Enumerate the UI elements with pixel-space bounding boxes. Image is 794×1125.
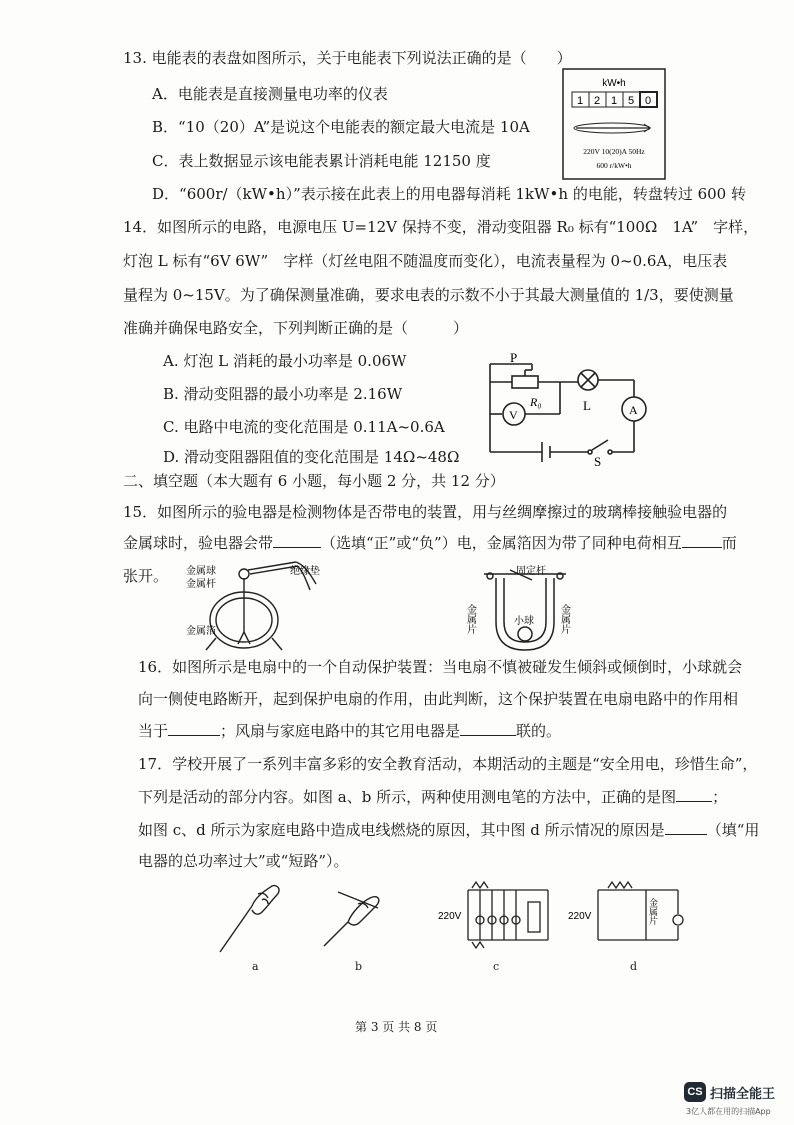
- q15-blank-1[interactable]: [273, 533, 321, 548]
- q16-blank-1[interactable]: [168, 721, 220, 736]
- voltage-label-d: 220V: [568, 911, 592, 922]
- q17-line2: 下列是活动的部分内容。如图 a、b 所示，两种使用测电笔的方法中，正确的是图 ；: [138, 788, 728, 806]
- q17-line1: 17．学校开展了一系列丰富多彩的安全教育活动，本期活动的主题是“安全用电，珍惜生命”，: [138, 755, 758, 773]
- q13-option-a: A．电能表是直接测量电功率的仪表: [152, 85, 388, 103]
- q14-option-c: C. 电路中电流的变化范围是 0.11A~0.6A: [163, 418, 445, 436]
- meter-digit: 1: [576, 95, 584, 107]
- label-left-sheet: 金属片: [464, 604, 476, 634]
- q14-option-b: B. 滑动变阻器的最小功率是 2.16W: [163, 385, 403, 403]
- section-heading: 二、填空题（本大题有 6 小题，每小题 2 分，共 12 分）: [123, 472, 505, 490]
- tester-figure-b: [318, 882, 388, 952]
- electric-meter-figure: [562, 68, 666, 180]
- q17-line4: 电器的总功率过大”或“短路”）。: [138, 852, 349, 870]
- label-a: A: [629, 403, 638, 417]
- label-v: V: [509, 408, 518, 422]
- label-small-ball: 小球: [514, 616, 534, 627]
- cs-logo-icon: CS: [684, 1082, 706, 1102]
- overload-circuit-c: [438, 880, 556, 950]
- label-fixed-rod: 固定杆: [516, 566, 546, 577]
- q16-line2: 向一侧使电路断开，起到保护电扇的作用，由此判断，这个保护装置在电扇电路中的作用相: [138, 690, 739, 708]
- q14-line3: 量程为 0~15V。为了确保测量准确，要求电表的示数不小于其最大测量值的 1/3，要使测量: [123, 286, 734, 304]
- meter-digit: 0: [644, 95, 652, 107]
- caption-c: c: [493, 960, 500, 973]
- scanner-watermark: [684, 1082, 794, 1122]
- caption-a: a: [252, 960, 259, 973]
- caption-b: b: [355, 960, 363, 973]
- label-rod: 金属杆: [186, 579, 216, 590]
- electroscope-figure: [186, 560, 336, 660]
- q15-line2: 金属球时，验电器会带 （选填“正”或“负”）电，金属箔因为带了同种电荷相互 而: [123, 534, 737, 552]
- q14-line1: 14．如图所示的电路，电源电压 U=12V 保持不变，滑动变阻器 R₀ 标有“100Ω 1A” 字样，: [123, 218, 759, 236]
- q15-line3: 张开。: [123, 567, 169, 585]
- watermark-sub: 3亿人都在用的扫描App: [686, 1107, 771, 1116]
- q15-blank-2[interactable]: [682, 533, 722, 548]
- meter-rev: 600 r/kW•h: [596, 161, 632, 170]
- label-p: P: [510, 350, 518, 365]
- q15-line1: 15．如图所示的验电器是检测物体是否带电的装置，用与丝绸摩擦过的玻璃棒接触验电器的: [123, 503, 728, 521]
- label-insulator: 绝缘垫: [290, 566, 320, 577]
- tilt-switch-figure: [464, 562, 580, 662]
- page-footer: 第 3 页 共 8 页: [355, 1020, 438, 1034]
- q13-option-c: C．表上数据显示该电能表累计消耗电能 12150 度: [152, 152, 491, 170]
- q16-line1: 16．如图所示是电扇中的一个自动保护装置：当电扇不慎被碰发生倾斜或倾倒时，小球就会: [138, 658, 743, 676]
- tester-figure-a: [212, 876, 292, 956]
- watermark-name: 扫描全能王: [710, 1087, 776, 1102]
- meter-digit: 5: [627, 95, 635, 107]
- q13-option-b: B．“10（20）A”是说这个电能表的额定最大电流是 10A: [152, 118, 530, 136]
- q17-blank-1[interactable]: [676, 787, 712, 802]
- meter-digit: 1: [610, 95, 618, 107]
- label-s: S: [594, 454, 602, 469]
- label-right-sheet: 金属片: [558, 604, 570, 634]
- metal-sheet-label: 金属片: [647, 898, 657, 925]
- meter-spec: 220V 10(20)A 50Hz: [583, 147, 645, 156]
- q14-line2: 灯泡 L 标有“6V 6W” 字样（灯丝电阻不随温度而变化），电流表量程为 0~0.6A，电压表: [123, 252, 728, 270]
- q16-blank-2[interactable]: [460, 721, 516, 736]
- meter-unit: kW•h: [602, 78, 626, 89]
- circuit-diagram-q14: [484, 350, 674, 468]
- q14-line4: 准确并确保电路安全，下列判断正确的是（ ）: [123, 319, 469, 337]
- q16-line3: 当于 ；风扇与家庭电路中的其它用电器是 联的。: [138, 722, 562, 740]
- label-r0: R₀: [530, 395, 542, 409]
- short-circuit-d: [568, 880, 686, 950]
- label-foil: 金属箔: [186, 626, 216, 637]
- label-l: L: [583, 398, 591, 413]
- voltage-label-c: 220V: [438, 911, 462, 922]
- q13-stem: 13. 电能表的表盘如图所示，关于电能表下列说法正确的是（ ）: [123, 49, 572, 67]
- q14-option-d: D. 滑动变阻器阻值的变化范围是 14Ω~48Ω: [163, 448, 460, 466]
- label-ball: 金属球: [186, 566, 216, 577]
- caption-d: d: [630, 960, 638, 973]
- q13-option-d: D．“600r/（kW•h）”表示接在此表上的用电器每消耗 1kW•h 的电能，转盘转过 600 转: [152, 185, 746, 203]
- q14-option-a: A. 灯泡 L 消耗的最小功率是 0.06W: [163, 352, 407, 370]
- q17-blank-2[interactable]: [665, 820, 707, 835]
- meter-digit: 2: [593, 95, 601, 107]
- q17-line3: 如图 c、d 所示为家庭电路中造成电线燃烧的原因，其中图 d 所示情况的原因是 （填“用: [138, 821, 760, 839]
